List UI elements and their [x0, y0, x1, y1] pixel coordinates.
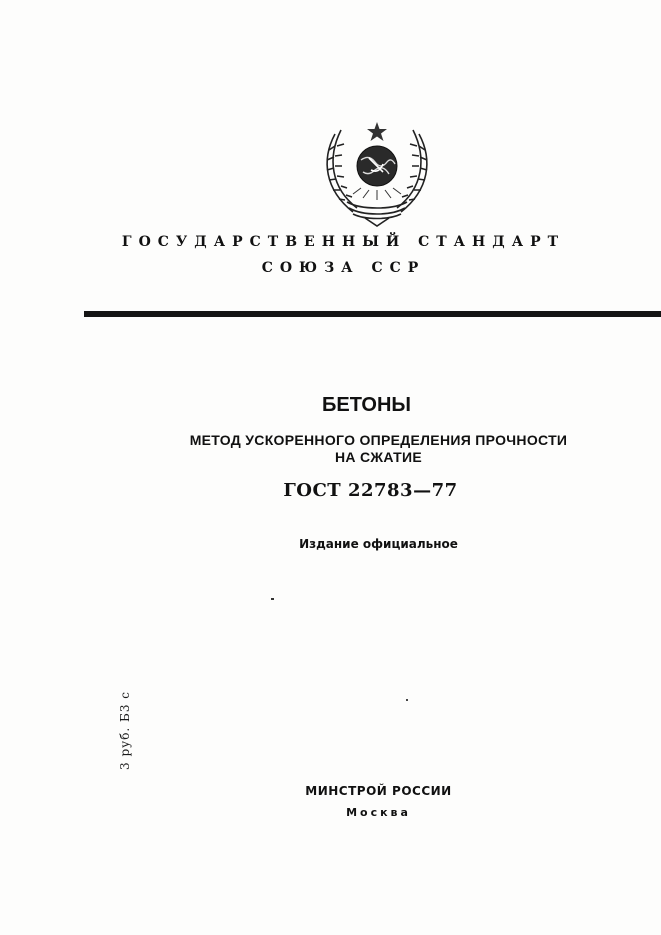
document-subtitle — [0, 432, 661, 466]
price-margin-note — [118, 638, 148, 770]
print-speck — [406, 699, 408, 701]
edition-note: Издание официальное — [299, 537, 458, 551]
price-text: 3 руб. Б3 с — [118, 690, 132, 770]
header-ussr: СОЮЗА ССР — [261, 260, 426, 276]
standard-number: ГОСТ 22783—77 — [283, 480, 458, 501]
publisher: МИНСТРОЙ РОССИИ — [305, 784, 452, 798]
subtitle-line-1: МЕТОД УСКОРЕННОГО ОПРЕДЕЛЕНИЯ ПРОЧНОСТИ — [189, 432, 568, 448]
header-state-standard: ГОСУДАРСТВЕННЫЙ СТАНДАРТ — [121, 234, 566, 250]
publication-city: Москва — [346, 806, 411, 819]
horizontal-rule — [84, 311, 661, 317]
document-title: БЕТОНЫ — [321, 394, 411, 416]
print-speck — [271, 598, 274, 600]
subtitle-line-2: НА СЖАТИЕ — [335, 449, 422, 465]
ussr-coat-of-arms-icon — [313, 120, 441, 228]
